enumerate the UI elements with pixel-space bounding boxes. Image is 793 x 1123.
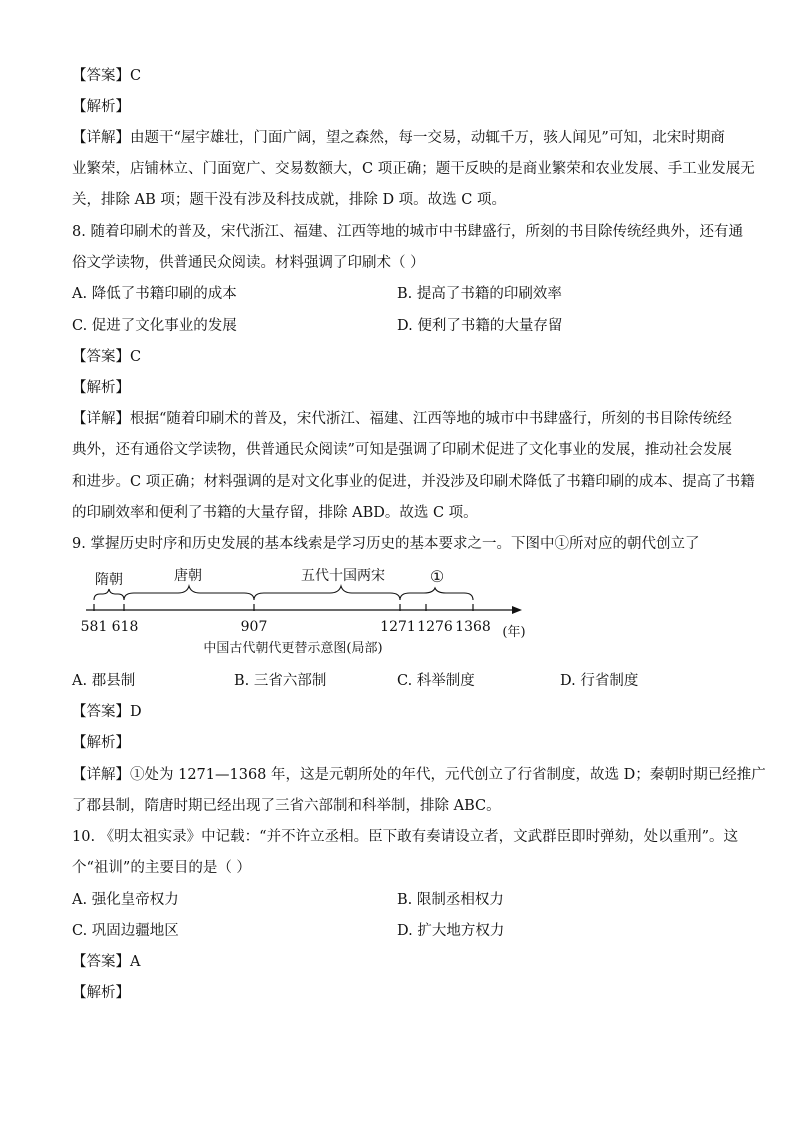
analysis-heading: 【解析】 <box>72 735 130 751</box>
analysis-heading: 【解析】 <box>72 380 130 396</box>
timeline-unit: (年) <box>502 625 526 640</box>
option-a: A. 强化皇帝权力 <box>72 892 179 908</box>
year-label: 907 <box>240 619 268 635</box>
timeline-label-tang: 唐朝 <box>174 568 202 584</box>
question-stem: 10. 《明太祖实录》中记载：“并不许立丞相。臣下敢有奏请设立者，文武群臣即时弹劾，处以重刑”。这 <box>72 829 738 845</box>
option-a: A. 郡县制 <box>72 673 136 689</box>
question-stem: 9. 掌握历史时序和历史发展的基本线索是学习历史的基本要求之一。下图中①所对应的朝代创立了 <box>72 536 700 552</box>
detail-line: 关，排除 AB 项；题干没有涉及科技成就，排除 D 项。故选 C 项。 <box>72 192 506 208</box>
analysis-heading: 【解析】 <box>72 985 130 1001</box>
analysis-heading: 【解析】 <box>72 99 130 115</box>
timeline-label-five-dynasties-song: 五代十国两宋 <box>301 568 385 584</box>
brace-circled-one <box>400 588 473 600</box>
year-label: 581 <box>80 619 108 635</box>
year-label: 1368 <box>455 619 491 635</box>
detail-line: 【详解】由题干“屋宇雄壮，门面广阔，望之森然，每一交易，动辄千万，骇人闻见”可知，北宋时期商 <box>72 130 725 146</box>
detail-line: 【详解】①处为 1271—1368 年，这是元朝所处的年代，元代创立了行省制度，故选 D；秦朝时期已经推广 <box>72 767 766 783</box>
option-b: B. 限制丞相权力 <box>397 892 504 908</box>
detail-line: 业繁荣，店铺林立、门面宽广、交易数额大，C 项正确；题干反映的是商业繁荣和农业发展、手工业发展无 <box>72 161 755 177</box>
answer-line: 【答案】C <box>72 68 142 84</box>
timeline-arrow <box>512 606 522 614</box>
brace-five-dynasties-song <box>254 586 400 600</box>
detail-line: 和进步。C 项正确；材料强调的是对文化事业的促进，并没涉及印刷术降低了书籍印刷的成本、提高了书籍 <box>72 474 755 490</box>
year-label: 1276 <box>417 619 453 635</box>
option-c: C. 促进了文化事业的发展 <box>72 318 237 334</box>
detail-line: 典外，还有通俗文学读物，供普通民众阅读”可知是强调了印刷术促进了文化事业的发展，推动社会发展 <box>72 442 732 458</box>
detail-line: 的印刷效率和便利了书籍的大量存留，排除 ABD。故选 C 项。 <box>72 505 478 521</box>
option-a: A. 降低了书籍印刷的成本 <box>72 286 237 302</box>
year-label: 1271 <box>380 619 416 635</box>
timeline-label-sui: 隋朝 <box>95 572 123 588</box>
detail-line: 【详解】根据“随着印刷术的普及，宋代浙江、福建、江西等地的城市中书肆盛行，所刻的书目除传统经 <box>72 411 732 427</box>
year-label: 618 <box>111 619 139 635</box>
option-d: D. 行省制度 <box>560 673 639 689</box>
brace-sui <box>94 589 124 600</box>
question-stem: 8. 随着印刷术的普及，宋代浙江、福建、江西等地的城市中书肆盛行，所刻的书目除传统经典外，还有通 <box>72 224 743 240</box>
question-stem: 个“祖训”的主要目的是（ ） <box>72 860 251 876</box>
option-b: B. 三省六部制 <box>234 673 327 689</box>
option-d: D. 便利了书籍的大量存留 <box>397 318 563 334</box>
timeline-caption: 中国古代朝代更替示意图(局部) <box>203 641 383 656</box>
detail-line: 了郡县制，隋唐时期已经出现了三省六部制和科举制，排除 ABC。 <box>72 798 501 814</box>
question-stem: 俗文学读物，供普通民众阅读。材料强调了印刷术（ ） <box>72 255 425 271</box>
option-b: B. 提高了书籍的印刷效率 <box>397 286 562 302</box>
answer-line: 【答案】C <box>72 349 142 365</box>
answer-line: 【答案】D <box>72 704 142 720</box>
option-d: D. 扩大地方权力 <box>397 923 505 939</box>
option-c: C. 科举制度 <box>397 673 475 689</box>
brace-tang <box>124 586 254 600</box>
timeline-label-circled-one: ① <box>429 567 445 586</box>
answer-line: 【答案】A <box>72 954 141 970</box>
option-c: C. 巩固边疆地区 <box>72 923 179 939</box>
